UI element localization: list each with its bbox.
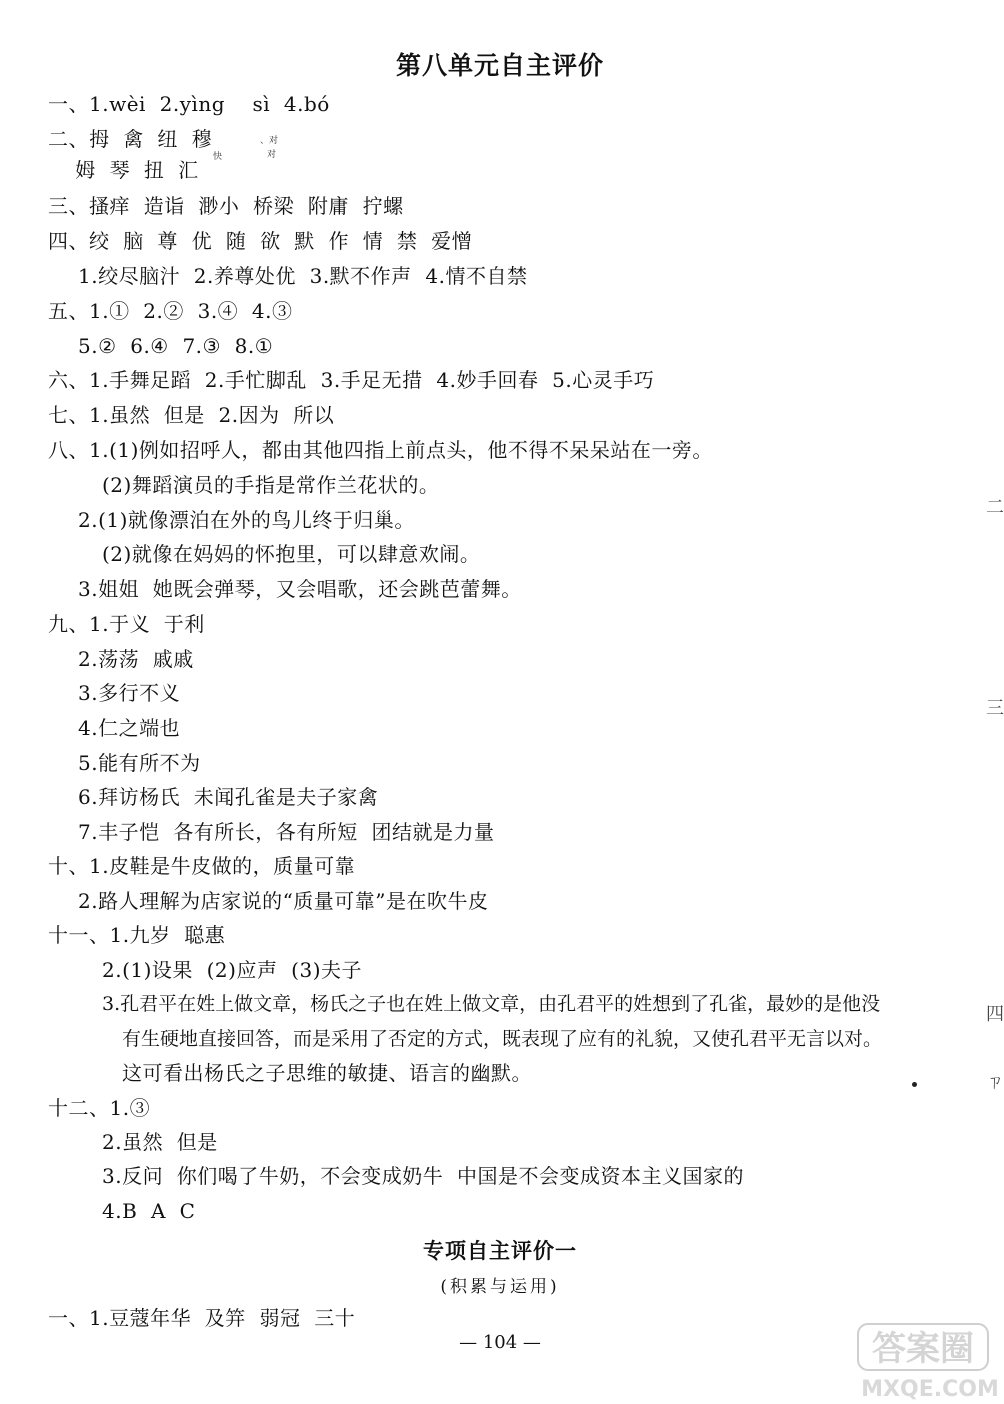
answer-line: 七、1.虽然 但是 2.因为 所以	[48, 403, 335, 427]
answer-line: 八、1.(1)例如招呼人，都由其他四指上前点头，他不得不呆呆站在一旁。	[48, 438, 713, 462]
ink-dot	[912, 1082, 917, 1087]
answer-line: 1.绞尽脑汁 2.养尊处优 3.默不作声 4.情不自禁	[78, 264, 528, 288]
answer-line: 4.B A C	[102, 1199, 196, 1223]
answer-line: 2.(1)就像漂泊在外的鸟儿终于归巢。	[78, 508, 415, 532]
page-number: — 104 —	[459, 1332, 541, 1353]
answer-line: (2)就像在妈妈的怀抱里，可以肆意欢闹。	[102, 542, 481, 566]
answer-line: 十、1.皮鞋是牛皮做的，质量可靠	[48, 854, 356, 878]
answer-line: 3.孔君平在姓上做文章，杨氏之子也在姓上做文章，由孔君平的姓想到了孔雀，最妙的是他没	[102, 993, 881, 1015]
margin-note: 、对	[260, 136, 279, 146]
section-title: 专项自主评价一	[423, 1239, 577, 1263]
answer-line: 2.路人理解为店家说的“质量可靠”是在吹牛皮	[78, 889, 489, 913]
margin-note: 对	[267, 150, 277, 160]
answer-line: 3.姐姐 她既会弹琴，又会唱歌，还会跳芭蕾舞。	[78, 577, 522, 601]
watermark-url: MXQE.COM	[861, 1377, 999, 1402]
answer-line: 四、绞 脑 尊 优 随 欲 默 作 情 禁 爱憎	[48, 229, 473, 253]
answer-line: 十一、1.九岁 聪惠	[48, 923, 226, 947]
edge-mark: 三	[986, 698, 1004, 719]
answer-line: 十二、1.③	[48, 1096, 151, 1120]
answer-line: 三、搔痒 造诣 渺小 桥梁 附庸 拧螺	[48, 194, 404, 218]
answer-line: 3.反问 你们喝了牛奶，不会变成奶牛 中国是不会变成资本主义国家的	[102, 1164, 745, 1188]
answer-line: 六、1.手舞足蹈 2.手忙脚乱 3.手足无措 4.妙手回春 5.心灵手巧	[48, 368, 655, 392]
watermark-logo	[810, 1318, 999, 1402]
answer-line: 2.(1)设果 (2)应声 (3)夫子	[102, 958, 363, 982]
answer-line: (2)舞蹈演员的手指是常作兰花状的。	[102, 473, 440, 497]
answer-line: 5.② 6.④ 7.③ 8.①	[78, 334, 274, 358]
edge-mark: ㄗ	[986, 1072, 1004, 1093]
answer-line: 5.能有所不为	[78, 751, 201, 775]
edge-mark: 四	[986, 1004, 1004, 1025]
answer-line: 一、1.wèi 2.yìng sì 4.bó	[48, 92, 330, 116]
watermark-title: 答案圈	[872, 1329, 974, 1369]
answer-line: 6.拜访杨氏 未闻孔雀是夫子家禽	[78, 785, 379, 809]
answer-line: 这可看出杨氏之子思维的敏捷、语言的幽默。	[122, 1061, 532, 1085]
edge-mark: 二	[986, 497, 1004, 518]
answer-line: 姆 琴 扭 汇	[48, 158, 199, 182]
section-subtitle: (积累与运用)	[440, 1277, 560, 1297]
unit-title: 第八单元自主评价	[395, 51, 604, 80]
answer-line: 7.丰子恺 各有所长，各有所短 团结就是力量	[78, 820, 495, 844]
answer-line: 二、拇 禽 纽 穆	[48, 127, 213, 151]
answer-line: 4.仁之端也	[78, 716, 181, 740]
answer-line: 3.多行不义	[78, 681, 181, 705]
answer-line: 有生硬地直接回答，而是采用了否定的方式，既表现了应有的礼貌，又使孔君平无言以对。	[122, 1028, 883, 1050]
answer-line: 一、1.豆蔻年华 及笄 弱冠 三十	[48, 1306, 356, 1330]
margin-note: 快	[213, 152, 223, 162]
answer-line: 2.虽然 但是	[102, 1130, 218, 1154]
answer-line: 五、1.① 2.② 3.④ 4.③	[48, 299, 293, 323]
answer-line: 九、1.于义 于利	[48, 612, 205, 636]
answer-line: 2.荡荡 戚戚	[78, 647, 194, 671]
